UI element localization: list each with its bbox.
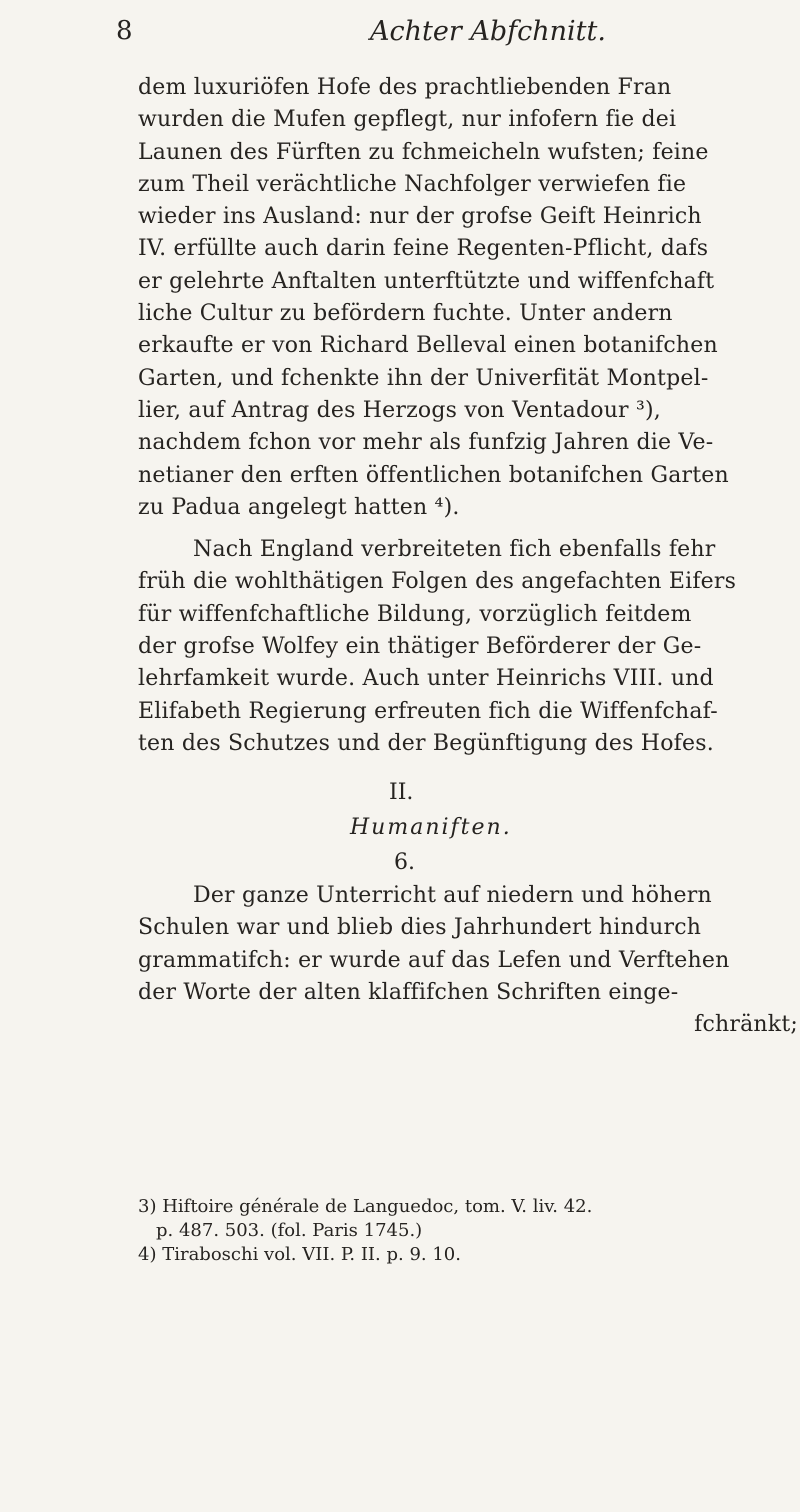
text-line: für wiffenfchaftliche Bildung, vorzüglich feitdem [138, 601, 692, 627]
text-line: lier, auf Antrag des Herzogs von Ventadour ³), [138, 397, 661, 423]
text-line: er gelehrte Anftalten unterftützte und wiffenfchaft [138, 268, 715, 294]
text-line: der grofse Wolfey ein thätiger Beförderer der Ge- [138, 634, 702, 660]
body-text-section-2 [138, 880, 800, 1041]
text-line: IV. erfüllte auch darin feine Regenten-Pflicht, dafs [138, 236, 709, 262]
text-line: dem luxuriöfen Hofe des prachtliebenden Fran [138, 75, 672, 100]
text-line: zu Padua angelegt hatten ⁴). [138, 494, 460, 520]
section-title: Humaniften. [350, 815, 512, 840]
text-line: der Worte der alten klaffifchen Schriften einge- [138, 979, 679, 1005]
text-line: liche Cultur zu befördern fuchte. Unter andern [138, 301, 673, 327]
running-head-title: Achter Abfchnitt. [370, 16, 606, 47]
text-line: lehrfamkeit wurde. Auch unter Heinrichs VIII. und [138, 666, 714, 692]
text-line: Nach England verbreiteten fich ebenfalls fehr [193, 537, 716, 563]
footnote-line: p. 487. 503. (fol. Paris 1745.) [156, 1220, 423, 1241]
text-line: Der ganze Unterricht auf niedern und höhern [193, 883, 712, 908]
text-line: Schulen war und blieb dies Jahrhundert hindurch [138, 915, 702, 941]
subsection-number: 6. [394, 850, 415, 875]
text-line: früh die wohlthätigen Folgen des angefachten Eifers [138, 569, 737, 595]
footnote-line: 4) Tiraboschi vol. VII. P. II. p. 9. 10. [138, 1244, 461, 1265]
text-line: wurden die Mufen gepflegt, nur infofern fie dei [138, 107, 677, 133]
text-line: nachdem fchon vor mehr als funfzig Jahren die Ve- [138, 430, 714, 456]
text-line: netianer den erften öffentlichen botanifchen Garten [138, 462, 729, 488]
text-line: fchränkt; [694, 1012, 798, 1038]
section-number: II. [389, 780, 414, 805]
footnote-line: 3) Hiftoire générale de Languedoc, tom. V. liv. 42. [138, 1196, 593, 1217]
text-line: zum Theil verächtliche Nachfolger verwiefen fie [138, 171, 687, 197]
footnotes [138, 1195, 800, 1267]
text-line: erkaufte er von Richard Belleval einen botanifchen [138, 333, 718, 359]
text-line: grammatifch: er wurde auf das Lefen und Verftehen [138, 947, 730, 973]
paragraph-gap [138, 524, 800, 534]
text-line: Launen des Fürften zu fchmeicheln wufsten; feine [138, 139, 709, 165]
page-number: 8 [116, 16, 134, 46]
body-text [138, 72, 800, 760]
running-head [0, 16, 800, 56]
text-line: Elifabeth Regierung erfreuten fich die Wiffenfchaf- [138, 698, 718, 724]
text-line: ten des Schutzes und der Begünftigung des Hofes. [138, 730, 714, 756]
text-line: wieder ins Ausland: nur der grofse Geift Heinrich [138, 204, 702, 230]
text-line: Garten, und fchenkte ihn der Univerfität Montpel- [138, 365, 709, 391]
